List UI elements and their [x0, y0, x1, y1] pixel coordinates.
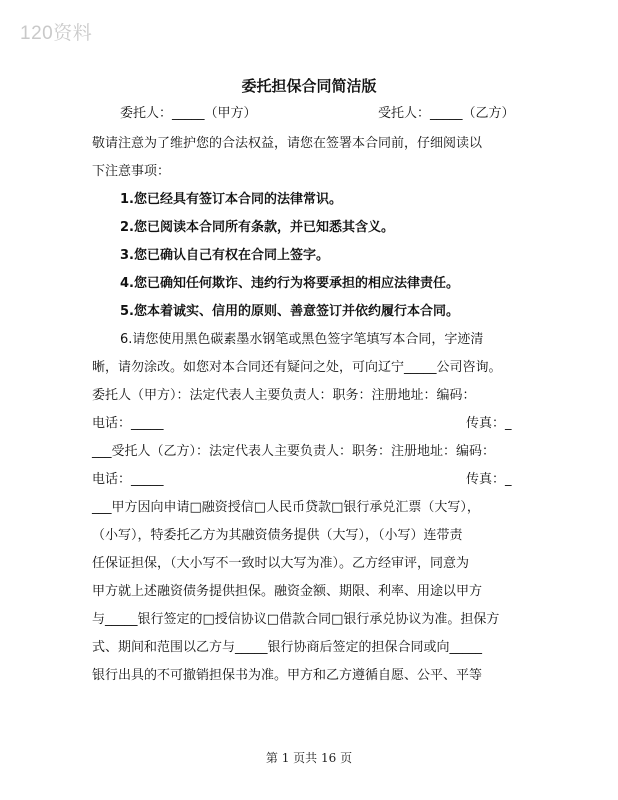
body-line-7: 银行出具的不可撤销担保书为准。甲方和乙方遵循自愿、公平、平等 [92, 668, 483, 683]
party-b-fax: 传真：_ [466, 472, 512, 487]
notice-item-5: 5.您本着诚实、信用的原则、善意签订并依约履行本合同。 [120, 304, 459, 319]
body-line-4: 甲方就上述融资债务提供担保。融资金额、期限、利率、用途以甲方 [92, 584, 483, 599]
party-a-phone: 电话：_____ [92, 416, 164, 431]
notice-item-1: 1.您已经具有签订本合同的法律常识。 [120, 192, 342, 207]
party-a-fax: 传真：_ [466, 416, 512, 431]
body-line-3: 任保证担保，（大小写不一致时以大写为准）。乙方经审评，同意为 [92, 556, 470, 571]
notice-item-2: 2.您已阅读本合同所有条款，并已知悉其含义。 [120, 220, 394, 235]
notice-item-6-cont: 晰，请勿涂改。如您对本合同还有疑问之处，可向辽宁_____公司咨询。 [92, 360, 502, 375]
party-right: 受托人：_____（乙方） [378, 106, 515, 121]
notice-item-3: 3.您已确认自己有权在合同上签字。 [120, 248, 329, 263]
body-line-6: 式、期间和范围以乙方与_____银行协商后签定的担保合同或向_____ [92, 640, 483, 655]
body-line-5: 与_____银行签定的□授信协议□借款合同□银行承兑协议为准。担保方 [92, 612, 500, 627]
intro-line-1: 敬请注意为了维护您的合法权益，请您在签署本合同前，仔细阅读以 [92, 136, 483, 151]
document-title: 委托担保合同简洁版 [241, 77, 377, 95]
party-b-info: ___受托人（乙方）：法定代表人主要负责人：职务：注册地址：编码： [92, 444, 496, 459]
body-line-2: （小写），特委托乙方为其融资债务提供（大写），（小写）连带责 [92, 528, 463, 543]
party-b-phone: 电话：_____ [92, 472, 164, 487]
body-line-1: ___甲方因向申请□融资授信□人民币贷款□银行承兑汇票（大写）， [92, 500, 480, 515]
watermark-logo: 120资料 [20, 23, 93, 44]
intro-line-2: 下注意事项： [92, 164, 171, 179]
notice-item-6: 6.请您使用黑色碳素墨水钢笔或黑色签字笔填写本合同，字迹清 [120, 332, 484, 347]
party-left: 委托人：_____（甲方） [120, 106, 257, 121]
notice-item-4: 4.您已确知任何欺诈、违约行为将要承担的相应法律责任。 [120, 276, 459, 291]
page-number: 第 1 页共 16 页 [265, 751, 353, 765]
party-a-info: 委托人（甲方）：法定代表人主要负责人：职务：注册地址：编码： [92, 388, 476, 403]
